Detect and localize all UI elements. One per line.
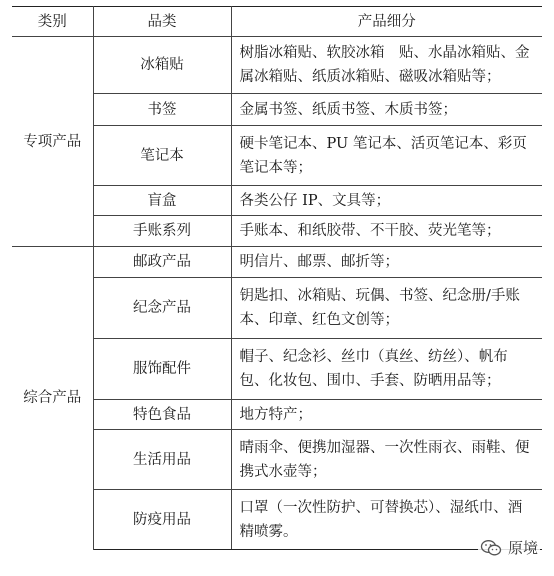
category-cell: 服饰配件 <box>93 339 231 400</box>
category-cell: 盲盒 <box>93 186 231 216</box>
header-detail: 产品细分 <box>231 7 542 37</box>
table-header-row <box>12 7 542 37</box>
detail-cell: 晴雨伞、便携加湿器、一次性雨衣、雨鞋、便携式水壶等； <box>231 430 542 490</box>
wechat-icon <box>480 539 502 557</box>
detail-cell: 手账本、和纸胶带、不干胶、荧光笔等； <box>231 216 542 247</box>
detail-cell: 帽子、纪念衫、丝巾（真丝、纺丝）、帆布包、化妆包、围巾、手套、防晒用品等； <box>231 339 542 400</box>
detail-cell: 口罩（一次性防护、可替换芯）、湿纸巾、酒精喷雾。 <box>231 490 542 550</box>
detail-cell: 地方特产； <box>231 400 542 430</box>
detail-cell: 明信片、邮票、邮折等； <box>231 247 542 278</box>
group-label: 综合产品 <box>12 247 93 550</box>
detail-cell: 金属书签、纸质书签、木质书签； <box>231 94 542 126</box>
watermark-text: 原境 <box>507 539 538 557</box>
category-cell: 手账系列 <box>93 216 231 247</box>
table-row <box>12 37 542 94</box>
category-cell: 生活用品 <box>93 430 231 490</box>
table-row <box>12 247 542 278</box>
category-cell: 书签 <box>93 94 231 126</box>
header-category: 品类 <box>93 7 231 37</box>
detail-cell: 树脂冰箱贴、软胶冰箱 贴、水晶冰箱贴、金属冰箱贴、纸质冰箱贴、磁吸冰箱贴等； <box>231 37 542 94</box>
category-cell: 邮政产品 <box>93 247 231 278</box>
detail-cell: 硬卡笔记本、PU 笔记本、活页笔记本、彩页笔记本等； <box>231 126 542 186</box>
detail-cell: 各类公仔 IP、文具等； <box>231 186 542 216</box>
product-table <box>12 6 542 550</box>
detail-cell: 钥匙扣、冰箱贴、玩偶、书签、纪念册/手账本、印章、红色文创等； <box>231 278 542 339</box>
category-cell: 纪念产品 <box>93 278 231 339</box>
group-label: 专项产品 <box>12 37 93 247</box>
category-cell: 笔记本 <box>93 126 231 186</box>
header-group: 类别 <box>12 7 93 37</box>
category-cell: 防疫用品 <box>93 490 231 550</box>
category-cell: 冰箱贴 <box>93 37 231 94</box>
watermark <box>478 537 540 558</box>
category-cell: 特色食品 <box>93 400 231 430</box>
